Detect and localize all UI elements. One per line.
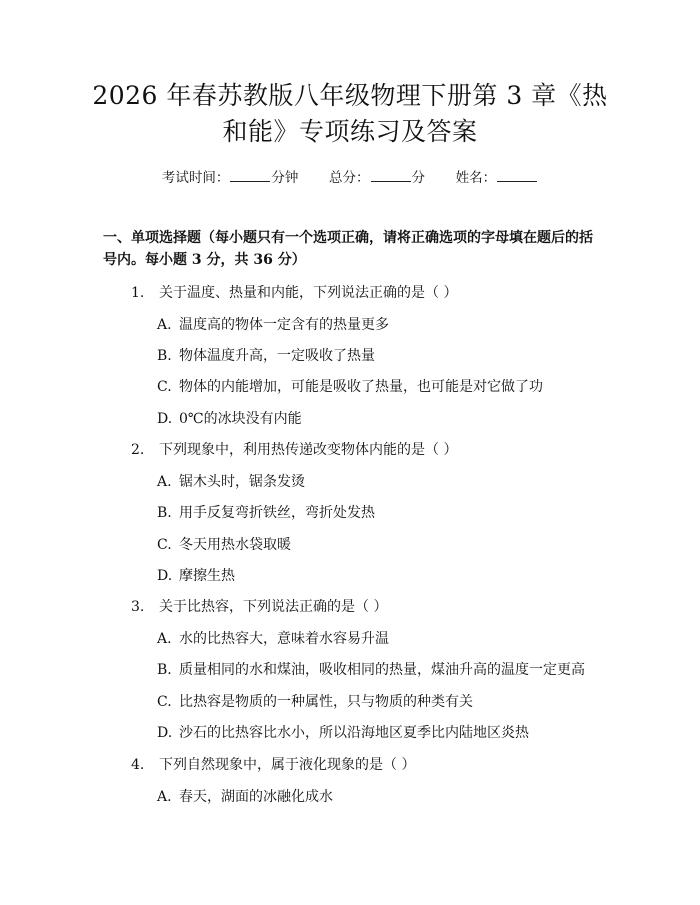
total-score-field [329, 168, 425, 188]
q1-option-b [157, 346, 375, 366]
section-heading-line-2: 号内。每小题 3 分，共 36 分） [103, 252, 306, 268]
q1-option-c [157, 377, 543, 397]
q1-option-d [157, 409, 302, 429]
exam-time-label: 考试时间： [161, 170, 230, 186]
question-2 [131, 440, 457, 460]
question-stem: 下列自然现象中，属于液化现象的是（ ） [159, 757, 416, 773]
option-letter: C. [157, 379, 172, 395]
option-letter: A. [157, 631, 172, 647]
exam-time-unit: 分钟 [271, 170, 299, 186]
exam-time-field [162, 168, 299, 188]
total-score-unit: 分 [411, 170, 425, 186]
option-letter: C. [157, 537, 172, 553]
q2-option-c [157, 535, 291, 555]
q2-option-d [157, 566, 235, 586]
question-1 [131, 283, 457, 303]
question-number: 2. [131, 442, 145, 458]
section-heading-line-1: 一、单项选择题（每小题只有一个选项正确，请将正确选项的字母填在题后的括 [103, 230, 593, 246]
question-number: 1. [131, 285, 145, 301]
option-text: 春天，湖面的冰融化成水 [179, 789, 333, 805]
question-stem: 关于温度、热量和内能，下列说法正确的是（ ） [159, 285, 458, 301]
q3-option-d [157, 723, 529, 743]
q3-option-c [157, 692, 473, 712]
question-stem: 下列现象中，利用热传递改变物体内能的是（ ） [159, 442, 458, 458]
student-name-blank [497, 168, 537, 182]
question-stem: 关于比热容，下列说法正确的是（ ） [159, 599, 388, 615]
option-letter: D. [157, 725, 173, 741]
option-text: 物体的内能增加，可能是吸收了热量，也可能是对它做了功 [179, 379, 543, 395]
option-letter: B. [157, 348, 172, 364]
option-text: 摩擦生热 [179, 568, 235, 584]
exam-info-line [0, 168, 700, 188]
q3-option-b [157, 660, 585, 680]
question-number: 4. [131, 757, 145, 773]
option-text: 用手反复弯折铁丝，弯折处发热 [179, 505, 375, 521]
option-text: 锯木头时，锯条发烫 [179, 474, 305, 490]
option-letter: B. [157, 505, 172, 521]
document-title-line-1: 2026 年春苏教版八年级物理下册第 3 章《热 [92, 81, 608, 110]
exam-time-blank [230, 168, 270, 182]
student-name-label: 姓名： [455, 170, 497, 186]
option-letter: A. [157, 474, 172, 490]
student-name-field [456, 168, 539, 188]
option-letter: B. [157, 662, 172, 678]
question-number: 3. [131, 599, 145, 615]
option-text: 比热容是物质的一种属性，只与物质的种类有关 [179, 694, 473, 710]
q1-option-a [157, 315, 389, 335]
option-text: 质量相同的水和煤油，吸收相同的热量，煤油升高的温度一定更高 [179, 662, 585, 678]
option-text: 物体温度升高，一定吸收了热量 [179, 348, 375, 364]
option-letter: D. [157, 411, 173, 427]
option-text: 沙石的比热容比水小，所以沿海地区夏季比内陆地区炎热 [179, 725, 529, 741]
option-letter: A. [157, 317, 172, 333]
option-text: 冬天用热水袋取暖 [179, 537, 291, 553]
q3-option-a [157, 629, 389, 649]
option-letter: A. [157, 789, 172, 805]
option-letter: D. [157, 568, 173, 584]
option-text: 0℃的冰块没有内能 [179, 411, 302, 427]
option-text: 温度高的物体一定含有的热量更多 [179, 317, 389, 333]
q2-option-a [157, 472, 305, 492]
q2-option-b [157, 503, 375, 523]
total-score-blank [371, 168, 411, 182]
question-3 [131, 597, 387, 617]
total-score-label: 总分： [329, 170, 370, 186]
document-title-line-2: 和能》专项练习及答案 [222, 117, 478, 146]
q4-option-a [157, 787, 333, 807]
option-letter: C. [157, 694, 172, 710]
option-text: 水的比热容大，意味着水容易升温 [179, 631, 389, 647]
question-4 [131, 755, 415, 775]
